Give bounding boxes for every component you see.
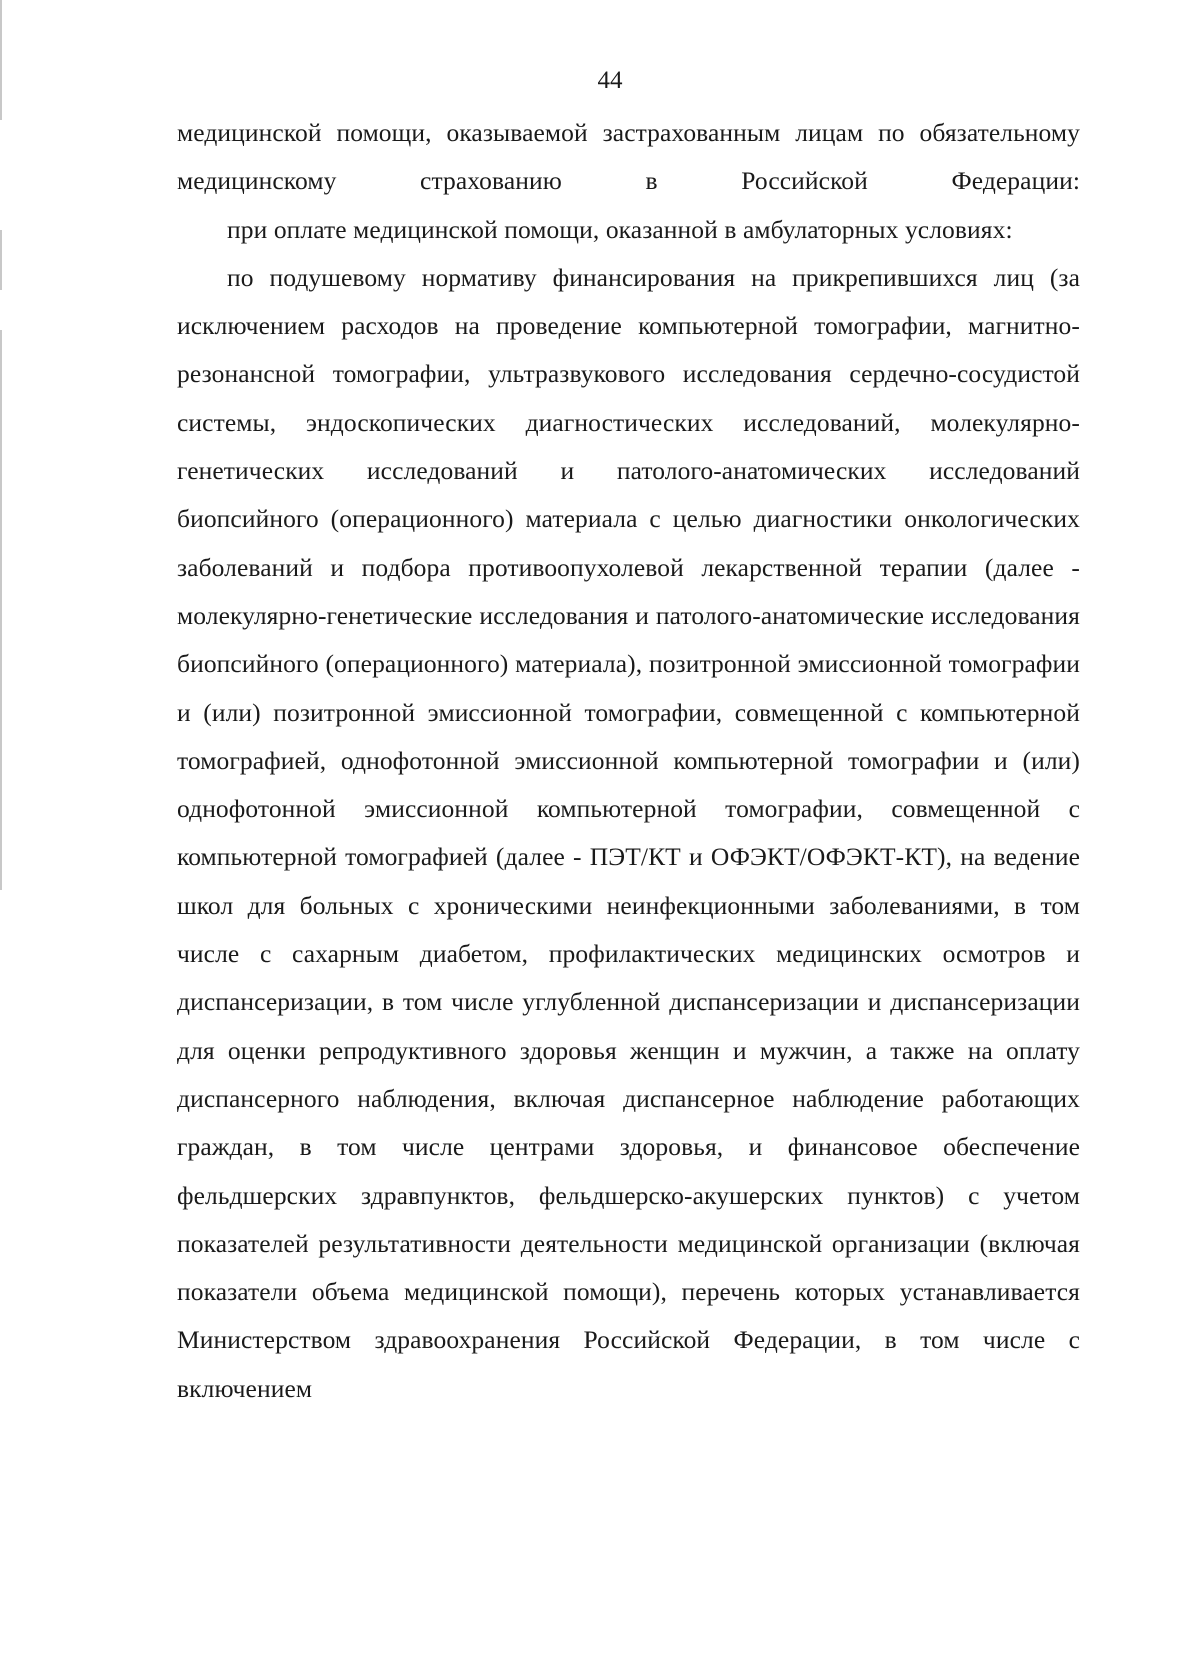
paragraph-outpatient-payment: при оплате медицинской помощи, оказанной в амбулаторных условиях:	[227, 214, 1013, 244]
page-number: 44	[597, 67, 623, 94]
scan-edge-artifact	[0, 230, 2, 290]
scan-edge-artifact	[0, 0, 2, 120]
paragraph-per-capita-standard: по подушевому нормативу финансирования на прикрепившихся лиц (за исключением расходов на проведение компьютерной томографии, магнитно-резонансной томографии, ультразвукового исследования сердечно-сосудистой системы, эндоскопических диагностических исследований, молекулярно-генетических исследований и патолого-анатомических исследований биопсийного (операционного) материала с целью диагностики онкологических заболеваний и подбора противоопухолевой лекарственной терапии (далее - молекулярно-генетические исследования и патолого-анатомические исследования биопсийного (операционного) материала), позитронной эмиссионной томографии и (или) позитронной эмиссионной томографии, совмещенной с компьютерной томографией, однофотонной эмиссионной компьютерной томографии и (или) однофотонной эмиссионной компьютерной томографии, совмещенной с компьютерной томографией (далее - ПЭТ/КТ и ОФЭКТ/ОФЭКТ-КТ), на ведение школ для больных с хроническими неинфекционными заболеваниями, в том числе с сахарным диабетом, профилактических медицинских осмотров и диспансеризации, в том числе углубленной диспансеризации и диспансеризации для оценки репродуктивного здоровья женщин и мужчин, а также на оплату диспансерного наблюдения, включая диспансерное наблюдение работающих граждан, в том числе центрами здоровья, и финансовое обеспечение фельдшерских здравпунктов, фельдшерско-акушерских пунктов) с учетом показателей результативности деятельности медицинской организации (включая показатели объема медицинской помощи), перечень которых устанавливается Министерством здравоохранения Российской Федерации, в том числе с включением	[177, 262, 1080, 1403]
paragraph-intro: медицинской помощи, оказываемой застрахованным лицам по обязательному медицинскому страхованию в Российской Федерации:	[177, 118, 1080, 196]
scan-edge-artifact	[0, 330, 2, 890]
document-body	[177, 109, 1080, 1413]
